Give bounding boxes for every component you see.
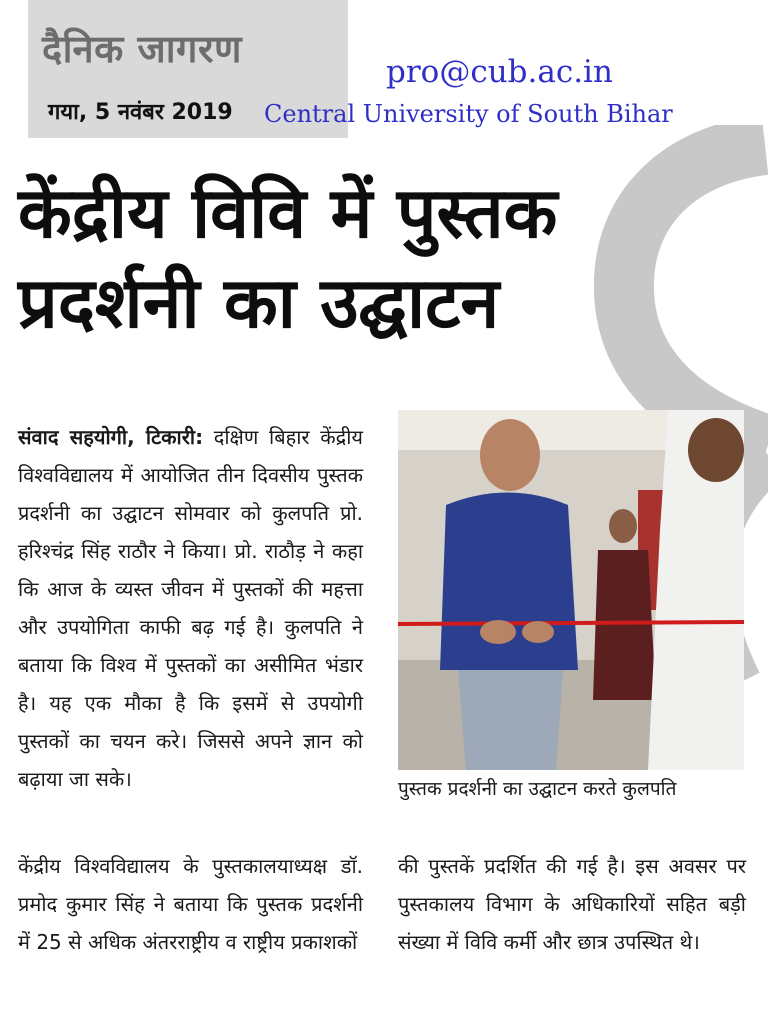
news-photo <box>398 410 744 770</box>
article-para2-left: केंद्रीय विश्वविद्यालय के पुस्तकालयाध्यक्ष डॉ. प्रमोद कुमार सिंह ने बताया कि पुस्तक प्रदर्शनी में 25 से अधिक अंतरराष्ट्रीय व राष्ट्रीय प्रकाशकों <box>18 854 363 954</box>
photo-caption: पुस्तक प्रदर्शनी का उद्घाटन करते कुलपति <box>398 778 677 800</box>
lead-text: दक्षिण बिहार केंद्रीय विश्वविद्यालय में आयोजित तीन दिवसीय पुस्तक प्रदर्शनी का उद्घाटन सोमवार को कुलपति प्रो. हरिश्चंद्र सिंह राठौर ने किया। प्रो. राठौड़ ने कहा कि आज के व्यस्त जीवन में पुस्तकों की महत्ता और उपयोगिता काफी बढ़ गई है। कुलपति ने बताया कि विश्व में पुस्तकों का असीमित भंडार है। यह एक मौका है कि इसमें से उपयोगी पुस्तकों का चयन करे। जिससे अपने ज्ञान को बढ़ाया जा सके। <box>18 425 364 791</box>
ribbon-cutting-photo <box>398 410 744 770</box>
dateline: गया, 5 नवंबर 2019 <box>48 100 233 125</box>
byline: संवाद सहयोगी, टिकारी: <box>18 425 204 449</box>
article-lead <box>18 418 363 798</box>
article-para2-right: की पुस्तकें प्रदर्शित की गई है। इस अवसर पर पुस्तकालय विभाग के अधिकारियों सहित बड़ी संख्या में विवि कर्मी और छात्र उपस्थित थे। <box>398 854 746 954</box>
university-name: Central University of South Bihar <box>264 100 673 128</box>
contact-email: pro@cub.ac.in <box>386 54 613 90</box>
headline: केंद्रीय विवि में पुस्तक प्रदर्शनी का उद्घाटन <box>18 172 558 344</box>
newspaper-name: दैनिक जागरण <box>42 27 242 71</box>
